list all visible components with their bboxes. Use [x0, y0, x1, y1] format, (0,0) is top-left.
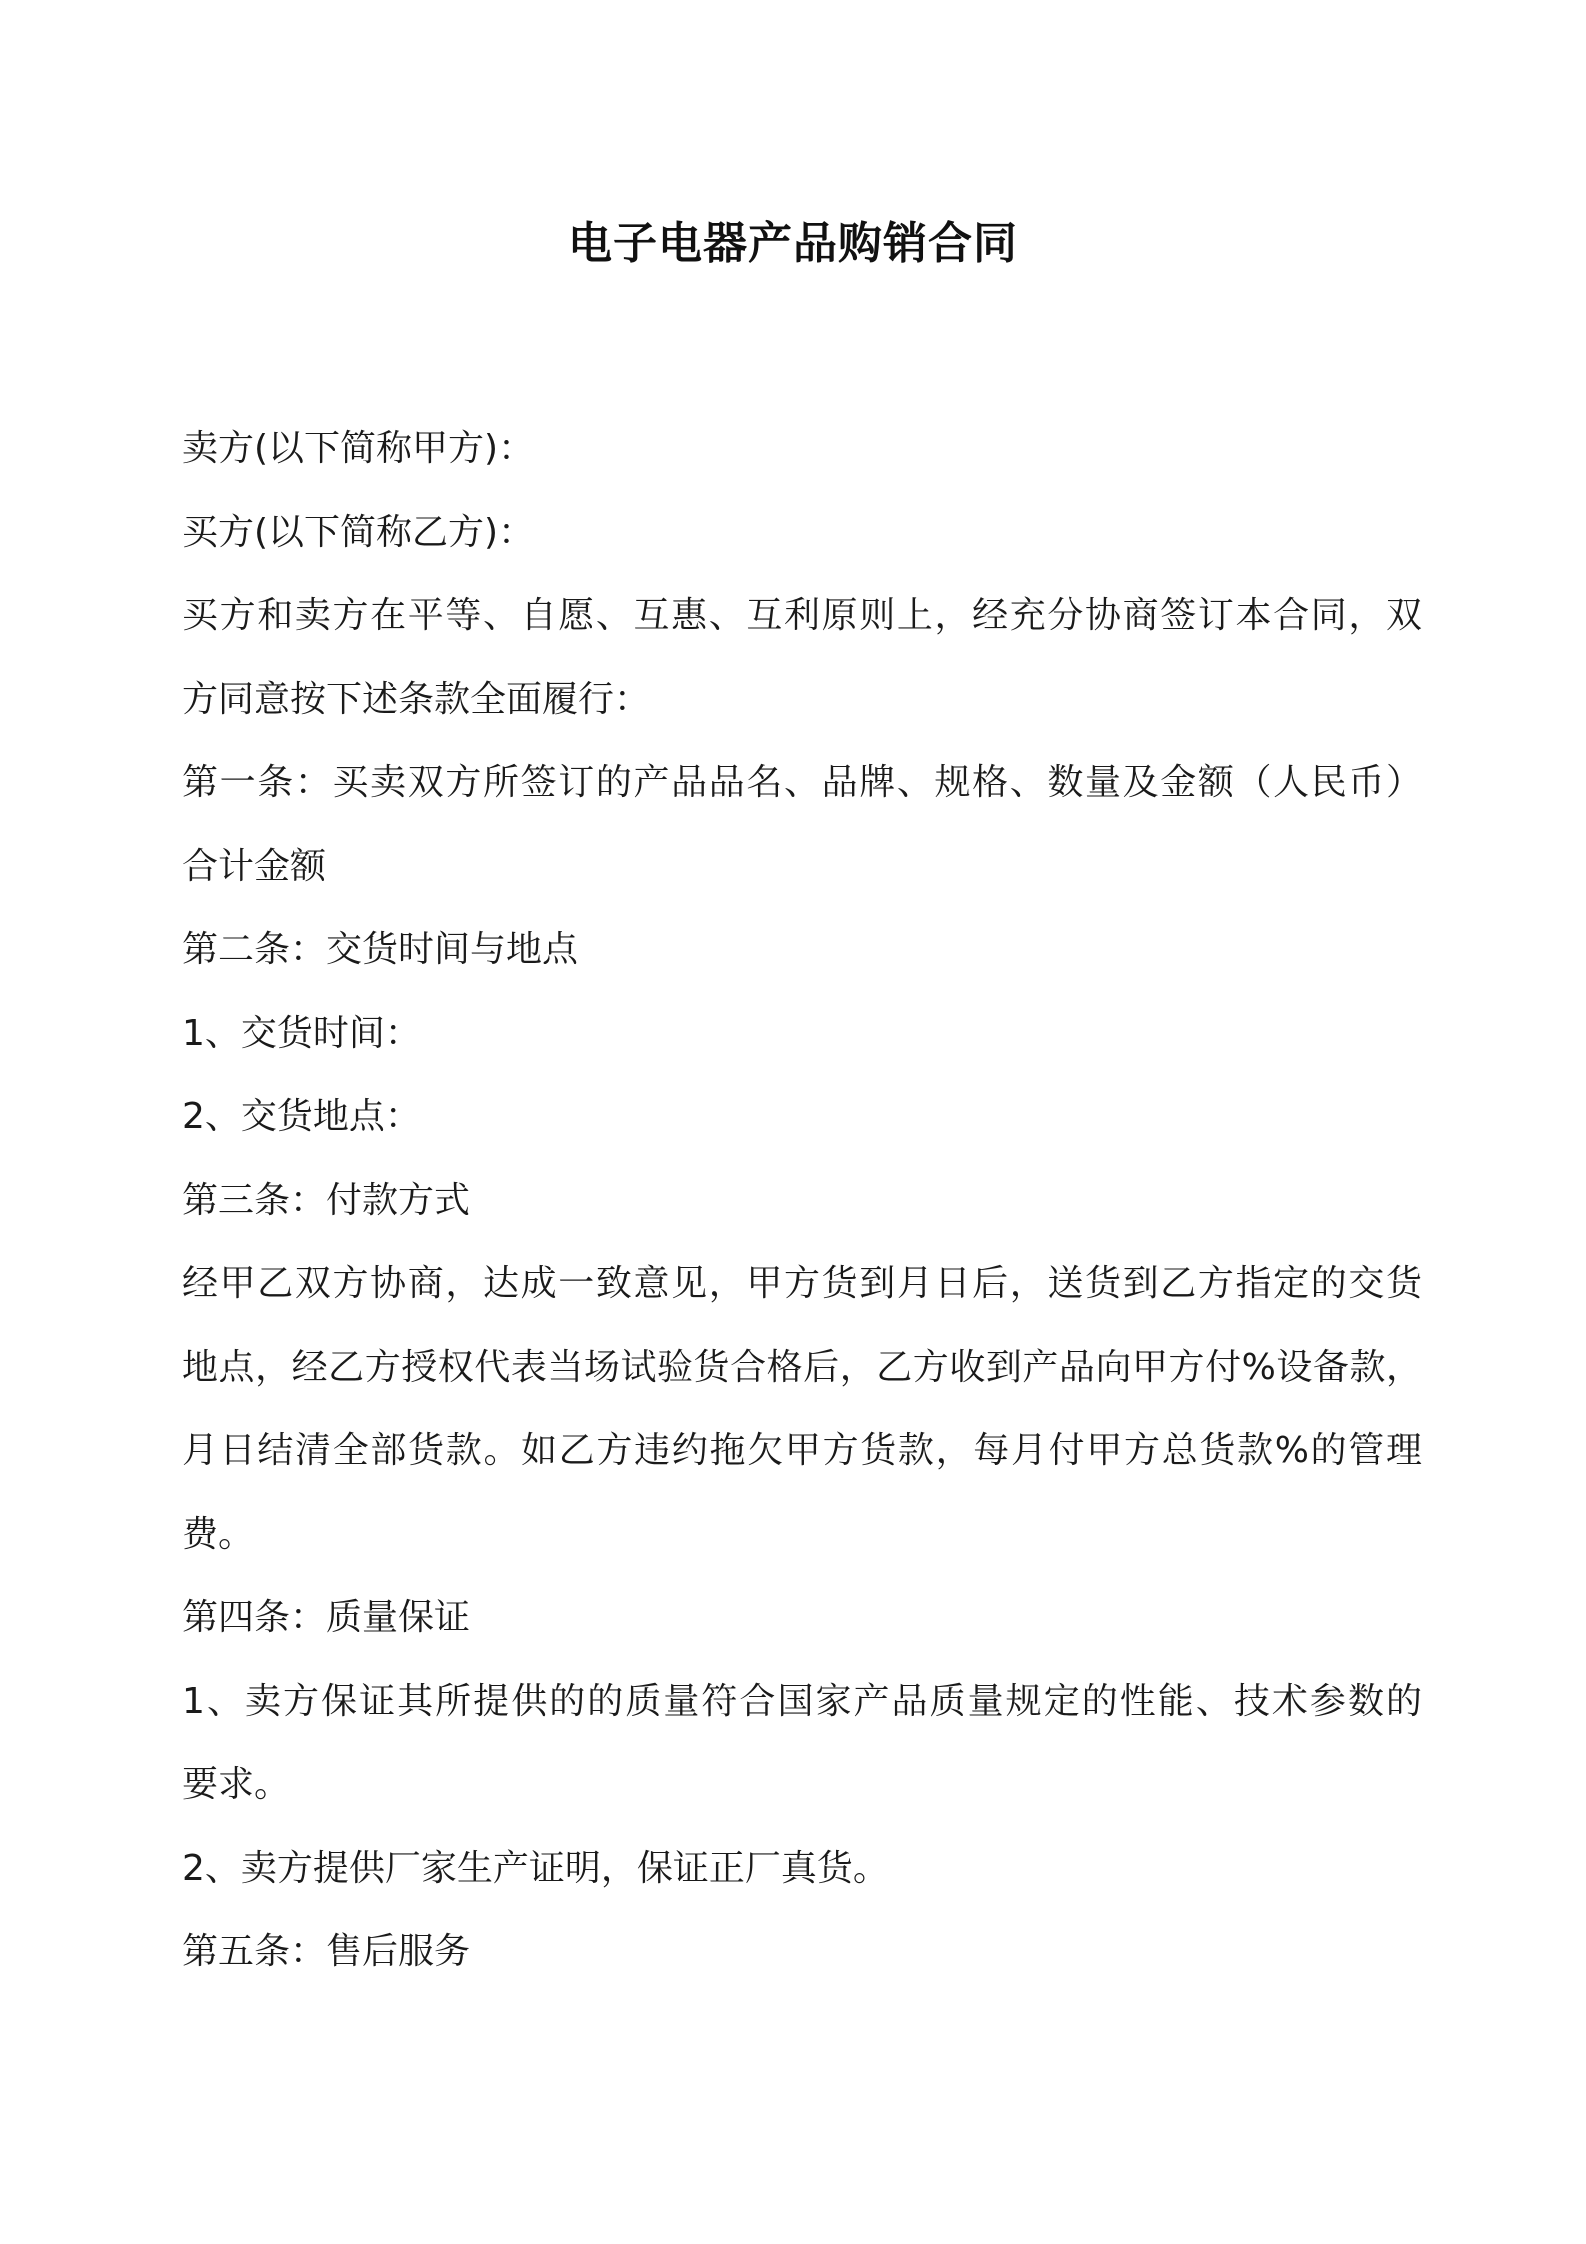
- payment-line-3: 月日结清全部货款。如乙方违约拖欠甲方货款，每月付甲方总货款%的管理: [182, 1430, 1422, 1471]
- delivery-location: 2、交货地点：: [182, 1096, 421, 1137]
- seller-line: 卖方(以下简称甲方)：: [182, 428, 535, 469]
- article-1-heading: 第一条：买卖双方所签订的产品品名、品牌、规格、数量及金额（人民币）: [182, 762, 1422, 803]
- buyer-line: 买方(以下简称乙方)：: [182, 511, 535, 553]
- preamble-line-2: 方同意按下述条款全面履行：: [182, 678, 651, 720]
- article-3-heading: 第三条：付款方式: [182, 1179, 471, 1221]
- quality-line-3: 2、卖方提供厂家生产证明，保证正厂真货。: [182, 1847, 889, 1889]
- quality-line-1: 1、卖方保证其所提供的的质量符合国家产品质量规定的性能、技术参数的: [182, 1680, 1422, 1722]
- article-4-heading: 第四条：质量保证: [182, 1597, 471, 1638]
- article-5-heading: 第五条：售后服务: [182, 1931, 471, 1972]
- payment-line-4: 费。: [182, 1513, 255, 1555]
- contract-body: [182, 407, 1422, 1994]
- preamble-line-1: 买方和卖方在平等、自愿、互惠、互利原则上，经充分协商签订本合同，双: [182, 595, 1422, 636]
- article-2-heading: 第二条：交货时间与地点: [182, 929, 579, 970]
- article-1-total: 合计金额: [182, 845, 327, 887]
- payment-line-1: 经甲乙双方协商，达成一致意见，甲方货到月日后，送货到乙方指定的交货: [182, 1263, 1422, 1304]
- delivery-time: 1、交货时间：: [182, 1012, 421, 1054]
- payment-line-2: 地点，经乙方授权代表当场试验货合格后，乙方收到产品向甲方付%设备款，: [182, 1346, 1422, 1388]
- quality-line-2: 要求。: [182, 1764, 291, 1805]
- document-title: 电子电器产品购销合同: [568, 218, 1018, 269]
